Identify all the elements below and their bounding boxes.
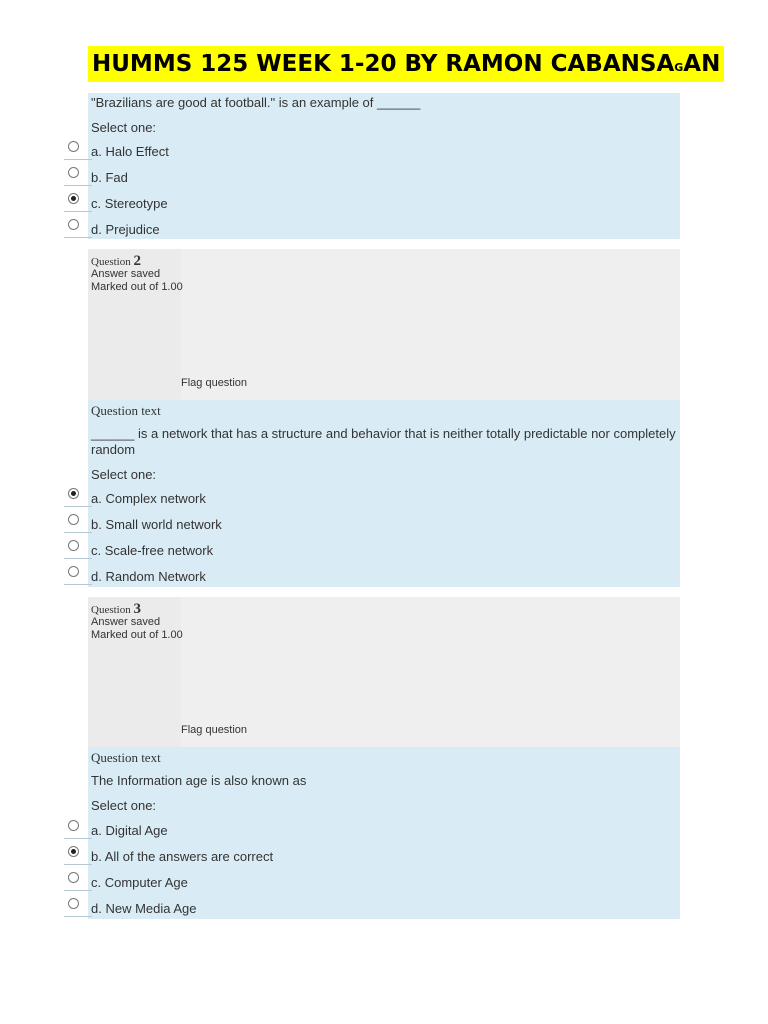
question-label: Question xyxy=(91,256,131,268)
option-divider xyxy=(64,532,92,533)
question-2-text-label: Question text xyxy=(91,403,161,418)
option-divider xyxy=(64,558,92,559)
option-label: a. Complex network xyxy=(91,491,206,506)
option-label: c. Scale-free network xyxy=(91,543,214,558)
question-2-text: ______ is a network that has a structure and behavior that is neither totally predictable nor completely random xyxy=(91,426,676,457)
radio-button[interactable] xyxy=(68,540,79,551)
question-number: 3 xyxy=(133,601,141,617)
question-3-option-d[interactable] xyxy=(64,896,680,922)
option-divider xyxy=(64,864,92,865)
radio-button[interactable] xyxy=(68,167,79,178)
option-divider xyxy=(64,159,92,160)
radio-button[interactable] xyxy=(68,141,79,152)
question-3-status: Answer saved xyxy=(91,616,161,628)
question-2-option-a[interactable] xyxy=(64,486,680,512)
question-3-option-c[interactable] xyxy=(64,870,680,896)
radio-button[interactable] xyxy=(68,820,79,831)
question-3-option-b[interactable] xyxy=(64,844,680,870)
title-tail: AN xyxy=(683,51,721,77)
title-main: HUMMS 125 WEEK 1-20 BY RAMON CABANSA xyxy=(92,51,675,77)
option-label: d. Prejudice xyxy=(91,222,160,237)
question-2-marks: Marked out of 1.00 xyxy=(91,281,183,293)
option-label: a. Halo Effect xyxy=(91,144,169,159)
question-3-block xyxy=(88,747,680,919)
option-label: b. Small world network xyxy=(91,517,222,532)
option-label: b. All of the answers are correct xyxy=(91,849,274,864)
question-1-text: "Brazilians are good at football." is an example of ______ xyxy=(91,95,421,110)
question-2-option-d[interactable] xyxy=(64,564,680,590)
question-1-option-c[interactable] xyxy=(64,191,680,217)
question-label: Question xyxy=(91,604,131,616)
question-1-select-one: Select one: xyxy=(91,120,157,135)
option-divider xyxy=(64,211,92,212)
question-3-option-a[interactable] xyxy=(64,818,680,844)
option-label: d. New Media Age xyxy=(91,901,197,916)
option-label: b. Fad xyxy=(91,170,128,185)
radio-button[interactable] xyxy=(68,872,79,883)
question-3-text-label: Question text xyxy=(91,750,161,765)
question-3-text: The Information age is also known as xyxy=(91,773,307,788)
question-3-marks: Marked out of 1.00 xyxy=(91,629,183,641)
radio-button[interactable] xyxy=(68,898,79,909)
question-3-select-one: Select one: xyxy=(91,798,157,813)
question-2-status: Answer saved xyxy=(91,268,161,280)
radio-button[interactable] xyxy=(68,514,79,525)
question-1-option-a[interactable] xyxy=(64,139,680,165)
question-2-select-one: Select one: xyxy=(91,467,157,482)
option-divider xyxy=(64,506,92,507)
option-label: a. Digital Age xyxy=(91,823,168,838)
option-label: d. Random Network xyxy=(91,569,206,584)
question-3-info xyxy=(88,597,680,747)
option-label: c. Stereotype xyxy=(91,196,168,211)
question-2-option-c[interactable] xyxy=(64,538,680,564)
option-divider xyxy=(64,838,92,839)
radio-button[interactable] xyxy=(68,488,79,499)
radio-button[interactable] xyxy=(68,219,79,230)
question-1-option-d[interactable] xyxy=(64,217,680,243)
option-divider xyxy=(64,237,92,238)
question-2-block xyxy=(88,400,680,587)
radio-button[interactable] xyxy=(68,846,79,857)
option-divider xyxy=(64,185,92,186)
question-number: 2 xyxy=(133,253,141,269)
title-small-letter: G xyxy=(674,61,684,74)
document-title xyxy=(88,46,724,82)
question-3-flag-link[interactable]: Flag question xyxy=(181,724,248,736)
radio-button[interactable] xyxy=(68,566,79,577)
option-label: c. Computer Age xyxy=(91,875,188,890)
question-2-info xyxy=(88,249,680,400)
question-2-flag-link[interactable]: Flag question xyxy=(181,377,248,389)
option-divider xyxy=(64,584,92,585)
question-2-option-b[interactable] xyxy=(64,512,680,538)
radio-button[interactable] xyxy=(68,193,79,204)
question-1-block xyxy=(88,93,680,239)
question-1-option-b[interactable] xyxy=(64,165,680,191)
option-divider xyxy=(64,916,92,917)
option-divider xyxy=(64,890,92,891)
